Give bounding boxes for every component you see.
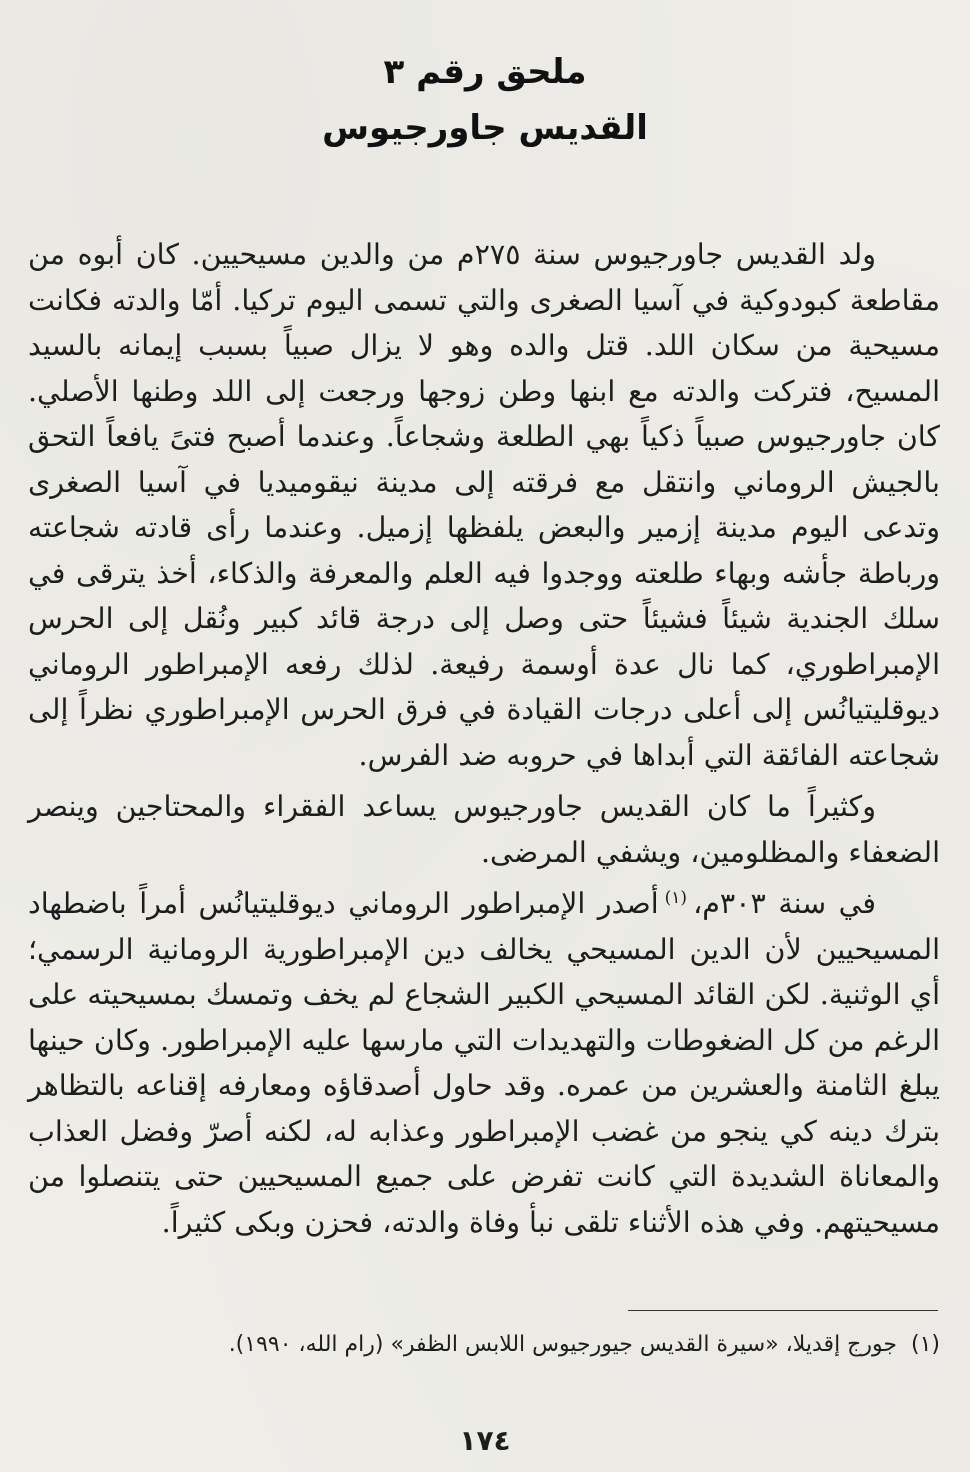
body-text [28, 232, 940, 1245]
paragraph-3-rest: أصدر الإمبراطور الروماني ديوقليتيانُس أمراً باضطهاد المسيحيين لأن الدين المسيحي يخالف دين الإمبراطورية الرومانية الرسمي؛ أي الوثنية. لكن القائد المسيحي الكبير الشجاع لم يخف وتمسك بمسيحيته على الرغم من كل الضغوطات والتهديدات التي مارسها عليه الإمبراطور. وكان حينها يبلغ الثامنة والعشرين من عمره. وقد حاول أصدقاؤه ومعارفه إقناعه بالتظاهر بترك دينه كي ينجو من غضب الإمبراطور وعذابه له، لكنه أصرّ وفضل العذاب والمعاناة الشديدة التي كانت تفرض على جميع المسيحيين حتى يتنصلوا من مسيحيتهم. وفي هذه الأثناء تلقى نبأ وفاة والدته، فحزن وبكى كثيراً. [28, 887, 940, 1239]
page-number: ١٧٤ [459, 1424, 511, 1457]
appendix-title: ملحق رقم ٣ [383, 52, 587, 92]
paragraph-2: وكثيراً ما كان القديس جاورجيوس يساعد الفقراء والمحتاجين وينصر الضعفاء والمظلومين، ويشفي المرضى. [28, 790, 940, 869]
footnote-text: جورج إقديلا، «سيرة القديس جيورجيوس اللابس الظفر» (رام الله، ١٩٩٠). [228, 1332, 897, 1357]
footnote-reference[interactable]: (١) [664, 887, 688, 908]
chapter-subtitle: القديس جاورجيوس [322, 108, 648, 148]
paragraph-3-start: في سنة ٣٠٣م، [693, 887, 877, 920]
paragraph-3 [28, 881, 940, 1245]
paragraph-1: ولد القديس جاورجيوس سنة ٢٧٥م من والدين مسيحيين. كان أبوه من مقاطعة كبودوكية في آسيا الصغرى والتي تسمى اليوم تركيا. أمّا والدته فكانت مسيحية من سكان اللد. قتل والده وهو لا يزال صبياً بسبب إيمانه بالسيد المسيح، فتركت والدته مع ابنها وطن زوجها ورجعت إلى اللد وطنها الأصلي. كان جاورجيوس صبياً ذكياً بهي الطلعة وشجاعاً. وعندما أصبح فتىً يافعاً التحق بالجيش الروماني وانتقل مع فرقته إلى مدينة نيقوميديا في آسيا الصغرى وتدعى اليوم مدينة إزمير والبعض يلفظها إزميل. وعندما رأى قادته شجاعته ورباطة جأشه وبهاء طلعته ووجدوا فيه العلم والمعرفة والذكاء، أخذ يترقى في سلك الجندية شيئاً فشيئاً حتى وصل إلى درجة قائد كبير ونُقل إلى الحرس الإمبراطوري، كما نال عدة أوسمة رفيعة. لذلك رفعه الإمبراطور الروماني ديوقليتيانُس إلى أعلى درجات القيادة في فرق الحرس الإمبراطوري نظراً إلى شجاعته الفائقة التي أبداها في حروبه ضد الفرس. [28, 238, 940, 772]
footnote-divider [628, 1310, 938, 1311]
footnote [30, 1328, 940, 1362]
footnote-number: (١) [910, 1332, 940, 1357]
